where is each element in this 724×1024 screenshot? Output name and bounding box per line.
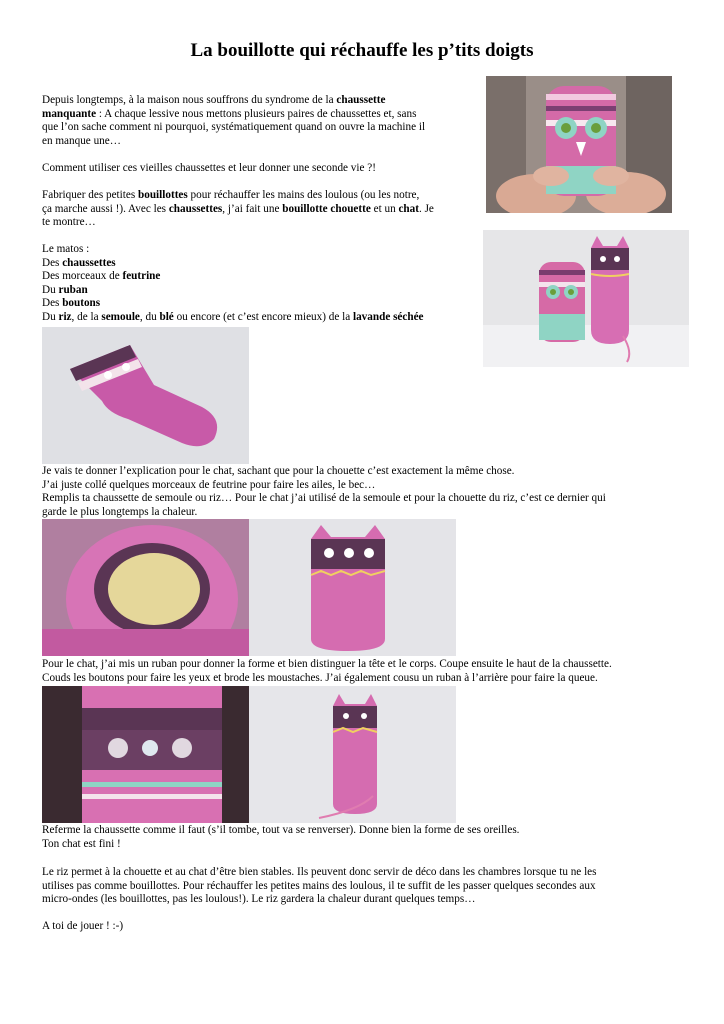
step2-paragraph [42, 658, 692, 685]
material-text: Du [42, 310, 59, 323]
photo-button-closeup [42, 686, 249, 823]
material-prefix: Des morceaux de [42, 270, 123, 283]
material-prefix: Des [42, 256, 63, 269]
material-prefix: Des [42, 297, 63, 310]
step3-line: Ton chat est fini ! [42, 837, 121, 850]
intro-bold: manquante [42, 107, 97, 120]
outro-line: micro-ondes (les bouillottes, pas les loulous!). Le riz gardera la chaleur durant quelques temps… [42, 893, 476, 906]
material-item: feutrine [122, 270, 161, 283]
make-bold: chat [398, 202, 419, 215]
make-text: ça marche aussi !). Avec les [42, 202, 169, 215]
material-item: lavande séchée [352, 310, 424, 323]
step2-line: Couds les boutons pour faire les yeux et brode les moustaches. J’ai également cousu un ruban à l’arrière pour faire la queue. [42, 671, 598, 684]
make-text: pour réchauffer les mains des loulous (ou les notre, [187, 189, 420, 201]
make-text: et un [370, 202, 399, 215]
outro-line: Le riz permet à la chouette et au chat d’être bien stables. Ils peuvent donc servir de déco dans les chambres lorsque tu ne les [42, 866, 597, 878]
photo-owl-in-hands [486, 76, 672, 213]
step3-paragraph [42, 824, 692, 851]
photo-sock-filled [42, 519, 249, 656]
closing-line: A toi de jouer ! :-) [42, 920, 124, 932]
intro-text: que l’on sache comment ni pourquoi, systématiquement quand on ouvre la machine il [42, 121, 426, 134]
material-item: riz [58, 310, 72, 323]
material-text: ou encore (et c’est encore mieux) de la [173, 310, 353, 323]
material-prefix: Du [42, 283, 59, 296]
step1-line: Remplis ta chaussette de semoule ou riz… Pour le chat j’ai utilisé de la semoule et pour la chouette du riz, c’est ce dernier qui [42, 492, 606, 505]
material-item: semoule [101, 310, 140, 323]
make-bold: bouillotte chouette [282, 202, 371, 215]
intro-text: Depuis longtemps, à la maison nous souffrons du syndrome de la [42, 94, 337, 106]
material-item: ruban [58, 283, 88, 296]
intro-bold: chaussette [336, 94, 386, 106]
material-item: blé [159, 310, 174, 323]
outro-line: utilises pas comme bouillottes. Pour réchauffer les petites mains des loulous, il te suffit de les passer quelques secondes aux [42, 879, 596, 892]
intro-text: : A chaque lessive nous mettons plusieurs paires de chaussettes et, sans [96, 107, 417, 120]
page-title: La bouillotte qui réchauffe les p’tits doigts [190, 40, 534, 61]
step1-paragraph [42, 465, 692, 519]
materials-heading: Le matos : [42, 243, 90, 255]
make-text: , j’ai fait une [222, 202, 283, 215]
step1-line: Je vais te donner l’explication pour le chat, sachant que pour la chouette c’est exactement la même chose. [42, 465, 515, 477]
photo-finished-cat [249, 686, 456, 823]
material-item: chaussettes [62, 256, 116, 269]
step2-line: Pour le chat, j’ai mis un ruban pour donner la forme et bien distinguer la tête et le corps. Coupe ensuite le haut de la chaussette. [42, 658, 612, 670]
make-text: Fabriquer des petites [42, 189, 139, 201]
intro-paragraph [42, 94, 482, 148]
photo-owl-and-cat [483, 230, 689, 367]
material-text: , du [139, 310, 160, 323]
photo-sock [42, 327, 249, 464]
material-text: , de la [71, 310, 102, 323]
make-text: te montre… [42, 216, 96, 229]
step3-line: Referme la chaussette comme il faut (s’il tombe, tout va se renverser). Donne bien la forme de ses oreilles. [42, 824, 520, 836]
make-bold: chaussettes [168, 202, 223, 215]
materials-list [42, 243, 482, 325]
photo-cat-body [249, 519, 456, 656]
make-bold: bouillottes [138, 189, 188, 201]
make-text: . Je [418, 202, 434, 215]
material-item: boutons [62, 297, 101, 310]
make-paragraph [42, 189, 482, 230]
question-line: Comment utiliser ces vieilles chaussettes et leur donner une seconde vie ?! [42, 162, 376, 174]
step1-line: garde le plus longtemps la chaleur. [42, 505, 198, 518]
intro-text: en manque une… [42, 134, 121, 147]
step1-line: J’ai juste collé quelques morceaux de feutrine pour faire les ailes, le bec… [42, 478, 376, 491]
outro-paragraph [42, 866, 692, 907]
